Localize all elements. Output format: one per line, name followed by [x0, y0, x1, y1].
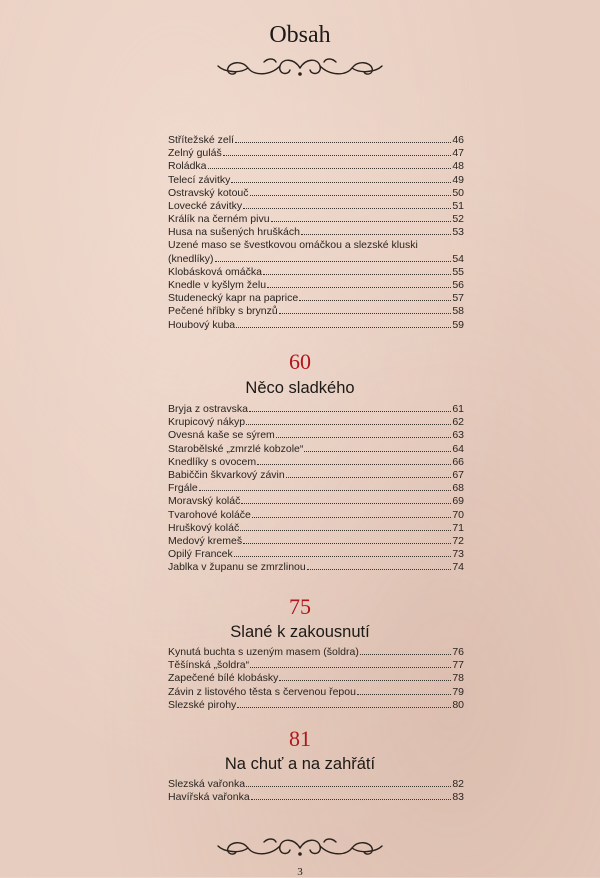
page-title: Obsah	[269, 22, 331, 48]
toc-entry[interactable]: Slezské pirohy 80	[168, 698, 464, 711]
section-3-number: 75	[289, 594, 311, 619]
section-2-title: Něco sladkého	[245, 379, 355, 397]
toc-entry[interactable]: Knedle v kyšlym želu 56	[168, 279, 464, 292]
section-4-number: 81	[289, 726, 311, 751]
toc-entry[interactable]: Moravský koláč 69	[168, 495, 464, 508]
section-2-number: 60	[289, 349, 311, 374]
toc-entry[interactable]: Medový kremeš 72	[168, 534, 464, 547]
toc-entry-line2[interactable]: (knedlíky) 54	[168, 252, 464, 265]
section-3-title: Slané k zakousnutí	[230, 623, 370, 641]
toc-entry[interactable]: Babiččin škvarkový závin 67	[168, 468, 464, 481]
toc-entry[interactable]: Husa na sušených hruškách 53	[168, 226, 464, 239]
toc-entry[interactable]: Starobělské „zmrzlé kobzole“ 64	[168, 442, 464, 455]
toc-entry[interactable]: Jablka v županu se zmrzlinou 74	[168, 561, 464, 574]
toc-entry[interactable]: Roládka 48	[168, 160, 464, 173]
section-4-title: Na chuť a na zahřátí	[224, 755, 376, 773]
toc-entry[interactable]: Pečené hříbky s brynzů 58	[168, 305, 464, 318]
toc-section-1	[168, 133, 464, 331]
toc-entry[interactable]: Telecí závitky 49	[168, 173, 464, 186]
toc-entry-line1[interactable]: Uzené maso se švestkovou omáčkou a slezské kluski	[168, 238, 418, 251]
toc-entry[interactable]: Zapečené bílé klobásky 78	[168, 672, 464, 685]
ornament-divider-bottom	[214, 834, 386, 862]
toc-section-4	[168, 777, 464, 803]
page-number: 3	[297, 866, 303, 878]
toc-entry[interactable]: Těšínská „šoldra“ 77	[168, 659, 464, 672]
toc-entry[interactable]: Střítežské zelí 46	[168, 134, 464, 146]
toc-entry[interactable]: Krupicový nákyp 62	[168, 416, 464, 429]
toc-entry[interactable]: Klobásková omáčka 55	[168, 265, 464, 278]
toc-entry[interactable]: Slezská vařonka 82	[168, 778, 464, 790]
toc-entry[interactable]: Lovecké závitky 51	[168, 199, 464, 212]
toc-entry[interactable]: Hruškový koláč 71	[168, 521, 464, 534]
toc-entry[interactable]: Ostravský kotouč 50	[168, 186, 464, 199]
toc-entry[interactable]: Havířská vařonka 83	[168, 791, 464, 804]
toc-entry[interactable]: Frgále 68	[168, 482, 464, 495]
toc-entry[interactable]: Houbový kuba 59	[168, 318, 464, 331]
ornament-divider-top	[214, 54, 386, 82]
toc-entry[interactable]: Bryja z ostravska 61	[168, 403, 464, 415]
toc-entry[interactable]: Tvarohové koláče 70	[168, 508, 464, 521]
toc-entry[interactable]: Studenecký kapr na paprice 57	[168, 292, 464, 305]
toc-entry[interactable]: Králík na černém pivu 52	[168, 213, 464, 226]
toc-entry[interactable]: Knedlíky s ovocem 66	[168, 455, 464, 468]
toc-entry[interactable]: Kynutá buchta s uzeným masem (šoldra) 76	[168, 646, 464, 658]
toc-section-2	[168, 402, 464, 573]
toc-section-3	[168, 645, 464, 711]
toc-entry[interactable]: Opilý Francek 73	[168, 548, 464, 561]
toc-entry[interactable]: Závin z listového těsta s červenou řepou 79	[168, 685, 464, 698]
toc-entry[interactable]: Zelný guláš 47	[168, 147, 464, 160]
toc-entry[interactable]: Ovesná kaše se sýrem 63	[168, 429, 464, 442]
